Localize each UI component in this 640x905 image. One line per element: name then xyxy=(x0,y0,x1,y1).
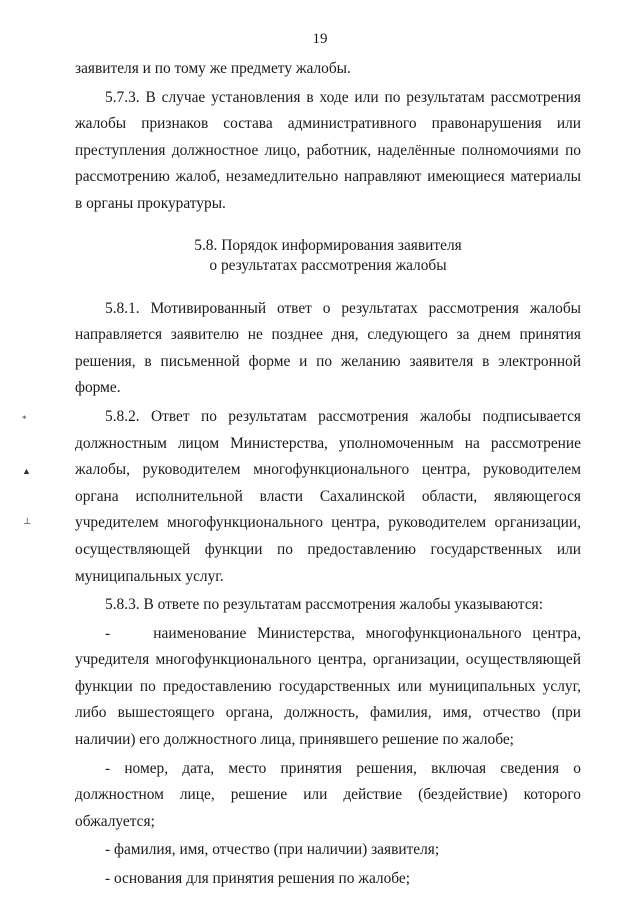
paragraph-5-8-3: 5.8.3. В ответе по результатам рассмотрения жалобы указываются: xyxy=(105,596,544,614)
list-item: - фамилия, имя, отчество (при наличии) заявителя; xyxy=(105,841,440,859)
list-item: - основания для принятия решения по жалобе; xyxy=(105,870,411,888)
section-heading-line-1: 5.8. Порядок информирования заявителя xyxy=(194,236,462,254)
paragraph-5-8-2: 5.8.2. Ответ по результатам рассмотрения жалобы подписывается должностным лицом Министерства, уполномоченным на рассмотрение жалобы, руководителем многофункционального центра, руководителем органа исполнительной власти Сахалинской области, являющегося учредителем многофункционального центра, руководителем организации, осуществляющей функции по предоставлению государственных или муниципальных услуг. xyxy=(75,407,581,585)
margin-mark: ▲ xyxy=(22,466,31,476)
section-heading xyxy=(75,236,581,276)
section-heading-line-2: о результатах рассмотрения жалобы xyxy=(209,256,447,274)
margin-mark: ┴ xyxy=(24,518,31,528)
document-body xyxy=(75,56,581,893)
page-number: 19 xyxy=(312,31,328,47)
paragraph-continuation: заявителя и по тому же предмету жалобы. xyxy=(75,60,351,77)
list-item: - наименование Министерства, многофункционального центра, учредителя многофункционального центра, организации, осуществляющей функции по предоставлению государственных или муниципальных услуг, либо вышестоящего органа, должность, фамилия, имя, отчество (при наличии) его должностного лица, принявшего решение по жалобе; xyxy=(75,624,581,749)
list-item: - номер, дата, место принятия решения, включая сведения о должностном лице, решение или действие (бездействие) которого обжалуется; xyxy=(75,759,581,830)
margin-mark: * xyxy=(22,414,27,424)
paragraph-5-7-3: 5.7.3. В случае установления в ходе или по результатам рассмотрения жалобы признаков состава административного правонарушения или преступления должностное лицо, работник, наделённые полномочиями по рассмотрению жалоб, незамедлительно направляют имеющиеся материалы в органы прокуратуры. xyxy=(75,88,581,212)
paragraph-5-8-1: 5.8.1. Мотивированный ответ о результатах рассмотрения жалобы направляется заявителю не позднее дня, следующего за днем принятия решения, в письменной форме и по желанию заявителя в электронной форме. xyxy=(75,299,581,397)
